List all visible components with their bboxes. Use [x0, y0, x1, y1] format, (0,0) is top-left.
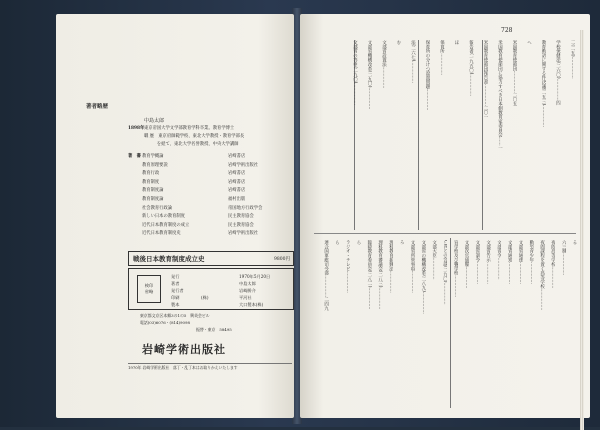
pub-row: 発行者 岩崎勝介	[171, 288, 256, 293]
list-item: 教育制度論 福村出版	[142, 196, 246, 202]
pub-lines	[171, 273, 289, 308]
author-name: 中島太郎	[144, 118, 165, 124]
seal-box: 検印 省略	[137, 275, 161, 303]
list-item: 教育制度 岩崎書店	[142, 179, 246, 185]
index-entry: 教育勅語に関する件決議(二五三)……………	[541, 40, 546, 127]
index-entry: 文部省所管事項……………	[410, 240, 415, 293]
index-entry: 保育所……………	[439, 40, 445, 76]
profile-line: 職 歴 東京府師範学校、東北大学教授・教育学部長	[144, 134, 245, 139]
index-entry: 文部省令……………	[496, 240, 502, 280]
index-entry: 理科教育振興法……………	[388, 240, 394, 293]
book-title: 戦後日本教育制度成立史	[133, 255, 205, 263]
index-entry: 夜間高等学校……………	[550, 240, 556, 289]
index-entry: ら	[334, 240, 340, 245]
index-entry: ろ	[399, 240, 405, 245]
publisher-transfer: 振替・東京 58495	[196, 327, 232, 332]
index-entry: ラジオ・テレビ……………	[345, 240, 351, 293]
works-label: 著 書	[128, 154, 141, 159]
index-entry: ら	[356, 240, 361, 245]
index-entry: 文部省の答申(二九〇)……………	[352, 40, 358, 105]
page-edges	[580, 30, 584, 430]
index-entry: 法(二六七)……………	[410, 40, 416, 83]
index-entry: 米国教育使節団……………二〇五	[512, 40, 517, 106]
column-divider	[418, 40, 419, 230]
list-item: 教育行政 岩崎書店	[142, 171, 246, 177]
pub-row: 製本 大口製本(株)	[171, 302, 264, 307]
index-entry: 文部省設置法……………	[381, 40, 387, 89]
list-item: 教育制度論 岩崎書店	[142, 188, 246, 194]
index-entry: 連合国軍総司令部……………二四九	[323, 240, 329, 311]
index-entry: へ	[526, 40, 532, 45]
index-entry: 夜間課程を置く高等学校……………	[539, 240, 545, 311]
index-entry: 文部省訓令……………	[474, 240, 480, 284]
pub-row: 著者 中島太郎	[171, 281, 256, 286]
index-entry: む	[396, 40, 401, 45]
index-entry: 盲学校及び聾学校……………	[453, 240, 459, 298]
list-item: 新しい日本の教育制度 民主教育協会	[142, 214, 254, 220]
index-entry: 文部省告示……………	[485, 240, 491, 284]
price: 9800円	[274, 256, 290, 262]
index-entry: ほ	[454, 40, 459, 45]
list-item: 教育学概論 岩崎書店	[142, 154, 246, 159]
index-entry: る	[572, 240, 577, 245]
profile-line: を経て、東北大学名誉教授、中央大学講師	[144, 142, 239, 147]
pub-row: 発行 1970年5月20日	[171, 274, 271, 279]
index-entry: 理科教育審議会(二八三)……………	[377, 240, 383, 310]
section-divider	[314, 233, 576, 234]
list-item: 近代日本教育制度史 岩崎学術出版社	[142, 231, 259, 237]
publisher-phone: 電話(03)6076・(814)9098	[140, 320, 190, 325]
index-entry: 勤労青少年……………	[528, 240, 534, 284]
profile-line: 東京帝国大学文学部教育学科卒業。教育学博士	[144, 126, 235, 131]
index-page	[300, 14, 590, 418]
publication-details	[128, 268, 294, 310]
index-entry: 文部省機構改革(二九〇)……………	[367, 40, 372, 110]
list-item: 教育原理要説 岩崎学術出版社	[142, 162, 259, 168]
index-entry: CIEとの会談(二九〇)……………	[442, 240, 448, 305]
page-number: 728	[501, 27, 513, 34]
index-entry: 報告書(一九五〇)……………	[468, 40, 474, 97]
publisher-address: 東京都文京区本郷3の1の5 興英会ビル	[140, 313, 210, 318]
author-profile-heading: 著者略歴	[86, 104, 109, 110]
pub-row: 印刷 (株) 平河社	[171, 295, 252, 300]
publisher-name: 岩崎学術出版社	[142, 343, 226, 356]
column-divider	[450, 238, 451, 408]
index-entry: 学校保健法(二六〇)……………四	[555, 40, 561, 105]
footer-note: 1970年 岩崎学術出版社 落丁・乱丁本はお取りかえいたします	[128, 363, 292, 371]
works-list	[142, 153, 292, 239]
colophon-page	[56, 14, 294, 418]
index-entry: 文部省の機構改革(二八九)……………	[420, 240, 426, 314]
index-entry: 保育所の分けつ設置問題……………	[425, 40, 430, 111]
index-entry: 文部次官通牒……………	[464, 240, 469, 289]
index-entry: 文部大臣……………	[431, 240, 437, 280]
index-entry: 二(二五)……………	[570, 40, 575, 79]
index-entry: 六三制……………	[561, 240, 567, 276]
list-item: 社会教育行政論 帝国地方行政学会	[142, 205, 263, 211]
index-entry: 米国教育使節団に協力すべき日本側教育家委員会……一	[497, 40, 503, 150]
list-item: 近代日本教育制度の成立 民主教育協会	[142, 222, 254, 228]
book-title-box	[128, 251, 294, 266]
index-entry: 米国教育使節団報告書……………二〇一	[483, 40, 488, 120]
index-entry: 文部省通達……………	[518, 240, 523, 284]
profile-year: 1898年	[128, 126, 145, 131]
index-entry: 臨時教育委員会(二八二)……………	[366, 240, 372, 310]
index-entry: 文部省通知……………	[507, 240, 513, 284]
